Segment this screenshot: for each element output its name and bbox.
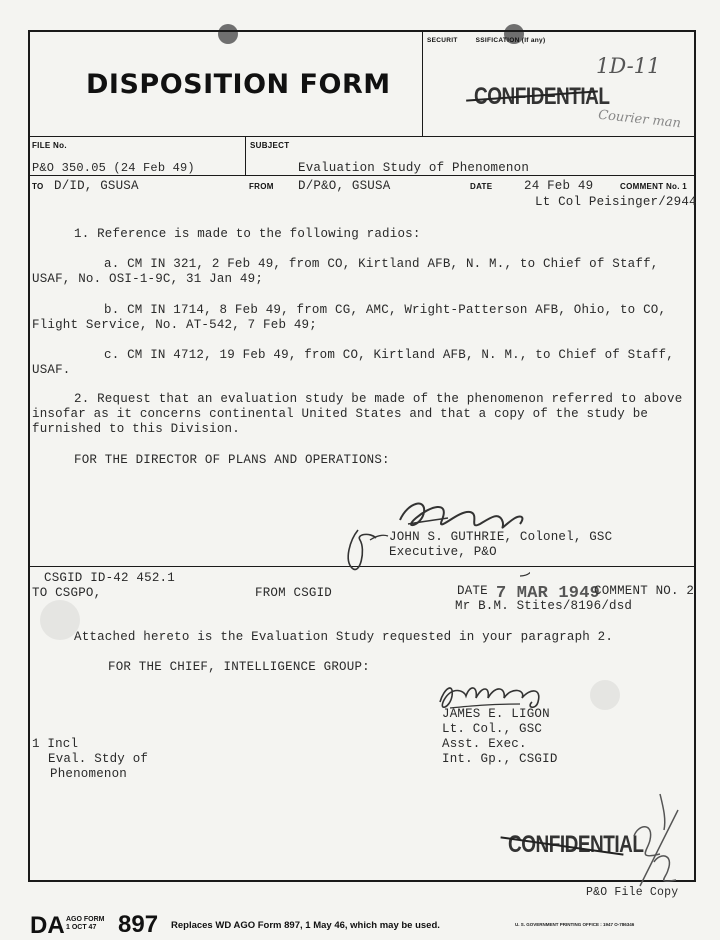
- comment2-date-stamp: 7 MAR 1949: [496, 584, 601, 603]
- subject-text: Evaluation Study of Phenomenon: [298, 161, 530, 175]
- security-classification-label: SECURIT SSIFICATION (If any): [427, 37, 546, 44]
- from-value: D/P&O, GSUSA: [298, 179, 391, 193]
- paragraph-2-line1: 2. Request that an evaluation study be made of the phenomenon referred to above: [74, 392, 683, 406]
- ligon-name: JAMES E. LIGON: [442, 707, 550, 721]
- comment-number-label: COMMENT No. 1: [620, 182, 688, 191]
- footer-form-number: 897: [118, 911, 159, 938]
- classification-stamp-bottom: CONFIDENTIAL: [508, 832, 644, 859]
- footer-ago: AGO FORM 1 OCT 47: [66, 916, 105, 931]
- handwritten-reference: 1D-11: [596, 54, 661, 78]
- from-label: FROM: [249, 182, 274, 191]
- footer-gpo: U. S. GOVERNMENT PRINTING OFFICE : 1947 O-786346: [515, 922, 635, 927]
- reference-a-line1: a. CM IN 321, 2 Feb 49, from CO, Kirtland AFB, N. M., to Chief of Staff,: [104, 257, 659, 271]
- form-title: DISPOSITION FORM: [86, 69, 391, 100]
- to-value: D/ID, GSUSA: [54, 179, 139, 193]
- file-subject-divider: [245, 136, 246, 176]
- handwritten-initials: [620, 790, 690, 890]
- ligon-rank: Lt. Col., GSC: [442, 722, 543, 736]
- comment2-number: COMMENT NO. 2: [594, 584, 695, 598]
- handwritten-note: Courier man: [597, 107, 682, 132]
- comment2-body: Attached hereto is the Evaluation Study requested in your paragraph 2.: [74, 630, 614, 644]
- ligon-position: Asst. Exec.: [442, 737, 527, 751]
- to-label: TO: [32, 182, 44, 191]
- file-copy-stamp: P&O File Copy: [586, 886, 679, 899]
- comment2-to: TO CSGPO,: [32, 586, 102, 600]
- paragraph-2-line2: insofar as it concerns continental United States and that a copy of the study be: [32, 407, 649, 421]
- paragraph-1: 1. Reference is made to the following radios:: [74, 227, 421, 241]
- author-line: Lt Col Peisinger/2944: [535, 195, 697, 209]
- reference-b-line1: b. CM IN 1714, 8 Feb 49, from CG, AMC, Wright-Patterson AFB, Ohio, to CO,: [104, 303, 667, 317]
- reference-b-line2: Flight Service, No. AT-542, 7 Feb 49;: [32, 318, 317, 332]
- date-label: DATE: [470, 182, 493, 191]
- comment2-from: FROM CSGID: [255, 586, 333, 600]
- file-number: P&O 350.05 (24 Feb 49): [32, 161, 195, 175]
- classification-stamp: CONFIDENTIAL: [474, 84, 610, 111]
- reference-a-line2: USAF, No. OSI-1-9C, 31 Jan 49;: [32, 272, 264, 286]
- reference-c-line2: USAF.: [32, 363, 71, 377]
- rule: [29, 175, 695, 176]
- inclosure-count: 1 Incl: [32, 737, 79, 751]
- inclosure-desc-2: Phenomenon: [50, 767, 128, 781]
- signer-title: Executive, P&O: [389, 545, 497, 559]
- paragraph-2-line3: furnished to this Division.: [32, 422, 240, 436]
- for-director-line: FOR THE DIRECTOR OF PLANS AND OPERATIONS:: [74, 453, 390, 467]
- file-no-label: FILE No.: [32, 141, 67, 150]
- signer-name: JOHN S. GUTHRIE, Colonel, GSC: [389, 530, 613, 544]
- rule: [29, 136, 695, 137]
- footer-da: DA: [30, 912, 65, 939]
- inclosure-desc-1: Eval. Stdy of: [48, 752, 149, 766]
- date-value: 24 Feb 49: [524, 179, 594, 193]
- footer-replaces: Replaces WD AGO Form 897, 1 May 46, which may be used.: [171, 920, 440, 931]
- comment2-author: Mr B.M. Stites/8196/dsd: [455, 599, 633, 613]
- comment2-file: CSGID ID-42 452.1: [44, 571, 175, 585]
- comment2-date-label: DATE: [457, 584, 488, 598]
- header-divider: [422, 31, 423, 136]
- subject-label: SUBJECT: [250, 141, 290, 150]
- reference-c-line1: c. CM IN 4712, 19 Feb 49, from CO, Kirtland AFB, N. M., to Chief of Staff,: [104, 348, 674, 362]
- ligon-unit: Int. Gp., CSGID: [442, 752, 558, 766]
- comment2-for-line: FOR THE CHIEF, INTELLIGENCE GROUP:: [108, 660, 370, 674]
